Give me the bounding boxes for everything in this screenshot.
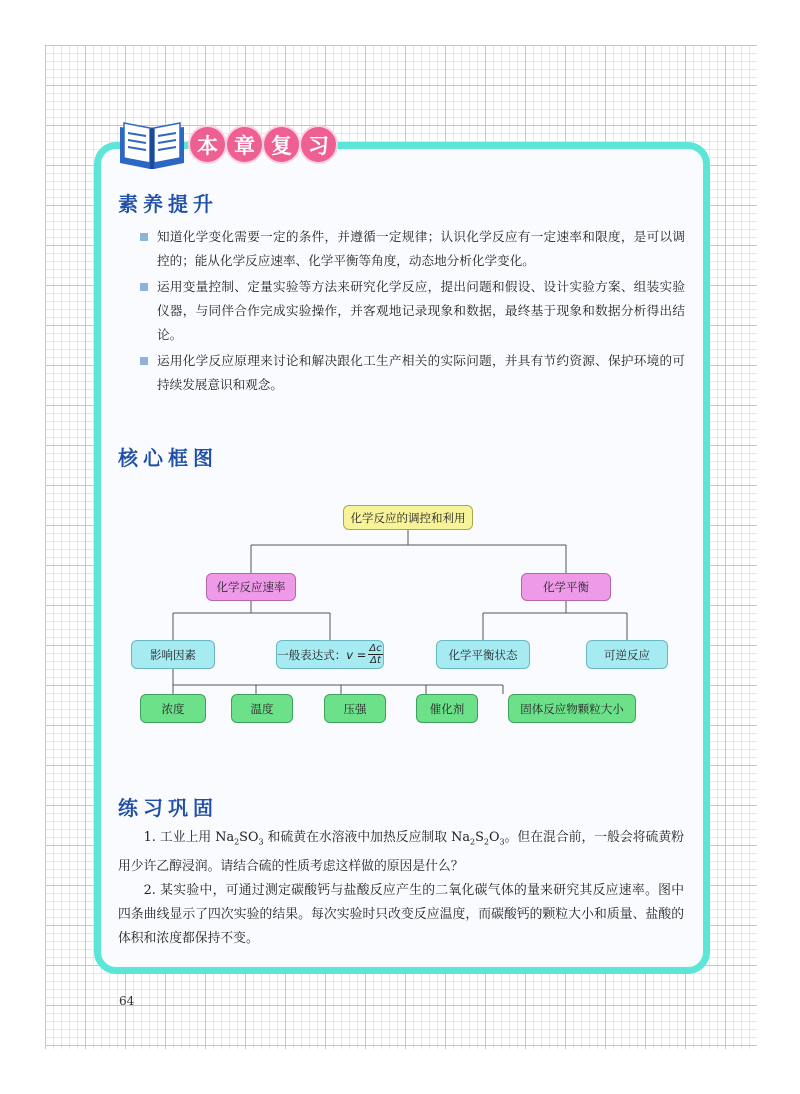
square-bullet-icon: [140, 283, 148, 291]
square-bullet-icon: [140, 233, 148, 241]
list-item: [140, 225, 685, 273]
rate-fraction: [368, 643, 382, 666]
factors-node: 影响因素: [131, 640, 215, 669]
list-item-text: 知道化学变化需要一定的条件，并遵循一定规律；认识化学反应有一定速率和限度，是可以调控的；能从化学反应速率、化学平衡等角度，动态地分析化学变化。: [157, 229, 685, 268]
list-item: [140, 275, 685, 347]
q1-subscript: 2: [234, 837, 240, 847]
q1-subscript: 3: [258, 837, 264, 847]
q1-text: 1. 工业上用 Na: [143, 830, 235, 845]
exercise-question-1: [118, 826, 684, 879]
factor-item-node: 温度: [231, 694, 293, 723]
open-book-icon: [116, 113, 188, 171]
list-item: [140, 349, 685, 397]
q1-text: 和硫黄在水溶液中加热反应制取 Na: [263, 830, 470, 845]
q1-text: S: [475, 830, 484, 845]
factor-item-node: 催化剂: [416, 694, 478, 723]
title-char: 习: [301, 127, 336, 162]
q1-subscript: 2: [469, 837, 476, 847]
q1-text: 。但在混合前，一般会将硫黄粉用少许乙醇浸润。请结合硫的性质考虑这样做的原因是什么？: [118, 830, 684, 874]
fraction-numerator: Δc: [369, 643, 382, 654]
equilibrium-node: 化学平衡: [521, 573, 611, 601]
exercise-section-title: 练习巩固: [118, 796, 218, 820]
exercise-content: [118, 826, 684, 951]
fraction-denominator: Δt: [370, 655, 381, 666]
q1-subscript: 3: [499, 837, 505, 847]
page-number: 64: [119, 994, 135, 1008]
title-char: 复: [264, 127, 299, 162]
literacy-section-title: 素养提升: [118, 192, 218, 216]
concept-diagram: [110, 495, 680, 735]
literacy-list: [140, 225, 685, 399]
list-item-text: 运用变量控制、定量实验等方法来研究化学反应，提出问题和假设、设计实验方案、组装实验仪器，与同伴合作完成实验操作，并客观地记录现象和数据，最终基于现象和数据分析得出结论。: [157, 279, 685, 342]
q1-subscript: 2: [483, 837, 489, 847]
title-char: 本: [190, 127, 225, 162]
square-bullet-icon: [140, 357, 148, 365]
factor-item-node: 浓度: [140, 694, 206, 723]
rate-node: 化学反应速率: [206, 573, 296, 601]
framework-section-title: 核心框图: [118, 446, 218, 470]
expression-node: [276, 640, 384, 669]
root-node: 化学反应的调控和利用: [343, 505, 473, 530]
title-char: 章: [227, 127, 262, 162]
factor-item-node: 固体反应物颗粒大小: [508, 694, 636, 723]
exercise-question-2: 2. 某实验中，可通过测定碳酸钙与盐酸反应产生的二氧化碳气体的量来研究其反应速率。图中四条曲线显示了四次实验的结果。每次实验时只改变反应温度，而碳酸钙的颗粒大小和质量、盐酸的体积和浓度都保持不变。: [118, 882, 684, 946]
factor-item-node: 压强: [324, 694, 386, 723]
eq-state-node: 化学平衡状态: [436, 640, 530, 669]
expression-var: v =: [346, 647, 367, 662]
list-item-text: 运用化学反应原理来讨论和解决跟化工生产相关的实际问题，并具有节约资源、保护环境的可持续发展意识和观念。: [157, 353, 685, 392]
q1-text: O: [488, 830, 500, 845]
expression-prefix: 一般表达式：: [277, 647, 347, 662]
reversible-node: 可逆反应: [586, 640, 668, 669]
q1-text: SO: [239, 830, 259, 845]
